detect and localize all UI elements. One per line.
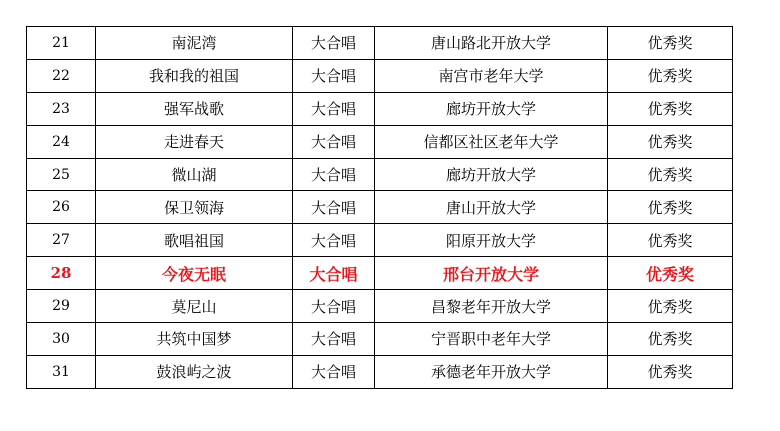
award-level: 优秀奖 xyxy=(608,27,733,60)
school-name: 唐山开放大学 xyxy=(375,191,608,224)
award-level: 优秀奖 xyxy=(608,355,733,388)
row-number: 26 xyxy=(27,191,96,224)
award-level: 优秀奖 xyxy=(608,290,733,323)
row-number: 25 xyxy=(27,158,96,191)
award-level: 优秀奖 xyxy=(608,158,733,191)
school-name: 廊坊开放大学 xyxy=(375,158,608,191)
award-level: 优秀奖 xyxy=(608,125,733,158)
school-name: 昌黎老年开放大学 xyxy=(375,290,608,323)
school-name: 承德老年开放大学 xyxy=(375,355,608,388)
row-number: 31 xyxy=(27,355,96,388)
table-row xyxy=(27,323,733,356)
program-category: 大合唱 xyxy=(293,290,375,323)
school-name: 信都区社区老年大学 xyxy=(375,125,608,158)
school-name: 宁晋职中老年大学 xyxy=(375,323,608,356)
table-row xyxy=(27,125,733,158)
school-name: 邢台开放大学 xyxy=(375,257,608,290)
table-row xyxy=(27,92,733,125)
program-title: 共筑中国梦 xyxy=(96,323,293,356)
program-category: 大合唱 xyxy=(293,158,375,191)
program-category: 大合唱 xyxy=(293,257,375,290)
program-title: 鼓浪屿之波 xyxy=(96,355,293,388)
program-title: 歌唱祖国 xyxy=(96,224,293,257)
program-category: 大合唱 xyxy=(293,323,375,356)
program-title: 莫尼山 xyxy=(96,290,293,323)
table-row xyxy=(27,59,733,92)
row-number: 24 xyxy=(27,125,96,158)
program-category: 大合唱 xyxy=(293,125,375,158)
row-number: 28 xyxy=(27,257,96,290)
table-row xyxy=(27,191,733,224)
table-row xyxy=(27,27,733,60)
program-category: 大合唱 xyxy=(293,92,375,125)
award-level: 优秀奖 xyxy=(608,224,733,257)
program-category: 大合唱 xyxy=(293,59,375,92)
row-number: 27 xyxy=(27,224,96,257)
award-table xyxy=(26,26,733,389)
table-row xyxy=(27,158,733,191)
program-title: 南泥湾 xyxy=(96,27,293,60)
award-level: 优秀奖 xyxy=(608,92,733,125)
program-category: 大合唱 xyxy=(293,224,375,257)
award-level: 优秀奖 xyxy=(608,323,733,356)
row-number: 22 xyxy=(27,59,96,92)
program-title: 微山湖 xyxy=(96,158,293,191)
program-category: 大合唱 xyxy=(293,27,375,60)
program-title: 强军战歌 xyxy=(96,92,293,125)
table-row xyxy=(27,355,733,388)
award-level: 优秀奖 xyxy=(608,191,733,224)
row-number: 30 xyxy=(27,323,96,356)
table-row xyxy=(27,290,733,323)
school-name: 阳原开放大学 xyxy=(375,224,608,257)
row-number: 29 xyxy=(27,290,96,323)
row-number: 21 xyxy=(27,27,96,60)
program-title: 今夜无眠 xyxy=(96,257,293,290)
table-row-highlighted xyxy=(27,257,733,290)
school-name: 唐山路北开放大学 xyxy=(375,27,608,60)
program-title: 走进春天 xyxy=(96,125,293,158)
school-name: 南宫市老年大学 xyxy=(375,59,608,92)
program-title: 我和我的祖国 xyxy=(96,59,293,92)
school-name: 廊坊开放大学 xyxy=(375,92,608,125)
program-title: 保卫领海 xyxy=(96,191,293,224)
award-level: 优秀奖 xyxy=(608,59,733,92)
table-row xyxy=(27,224,733,257)
award-level: 优秀奖 xyxy=(608,257,733,290)
row-number: 23 xyxy=(27,92,96,125)
program-category: 大合唱 xyxy=(293,355,375,388)
award-table-body xyxy=(27,27,733,389)
program-category: 大合唱 xyxy=(293,191,375,224)
